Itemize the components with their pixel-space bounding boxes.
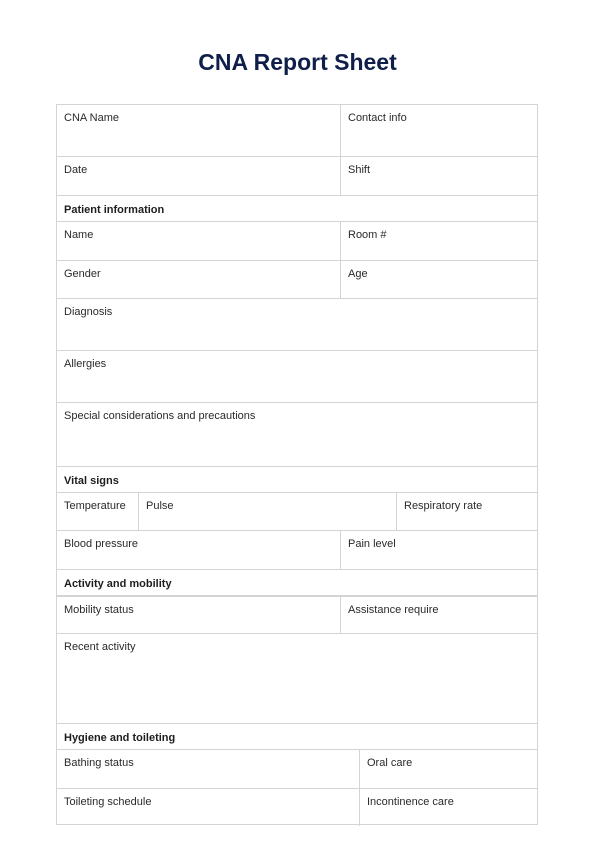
field-label: Assistance require [348,604,439,616]
pulse-field[interactable] [138,493,396,530]
page-title: CNA Report Sheet [198,49,397,75]
form-row [57,633,537,723]
field-label: Diagnosis [64,306,113,318]
field-label: Date [64,164,88,176]
field-label: Mobility status [64,604,134,616]
temperature-field[interactable] [57,493,138,530]
section-header-hygiene [57,723,537,749]
form-row [57,492,537,530]
field-label: Oral care [367,757,413,769]
field-label: Special considerations and precautions [64,410,256,422]
field-label: Incontinence care [367,796,454,808]
section-header-vitals [57,466,537,492]
diagnosis-field[interactable] [57,299,539,350]
gender-field[interactable] [57,261,340,298]
field-label: Age [348,268,368,280]
incontinence-care-field[interactable] [359,789,539,826]
bathing-status-field[interactable] [57,750,359,788]
form-row [57,105,537,156]
blood-pressure-field[interactable] [57,531,340,569]
age-field[interactable] [340,261,539,298]
form-row [57,530,537,569]
section-header-patient [57,195,537,221]
section-title: Vital signs [64,475,119,487]
form-row [57,788,537,826]
field-label: Bathing status [64,757,134,769]
field-label: Contact info [348,112,407,124]
room-number-field[interactable] [340,222,539,260]
form-row [57,298,537,350]
form-row [57,221,537,260]
section-title: Patient information [64,204,165,216]
field-label: Pain level [348,538,396,550]
field-label: Shift [348,164,371,176]
field-label: Name [64,229,94,241]
form-row [57,350,537,402]
respiratory-rate-field[interactable] [396,493,539,530]
field-label: Recent activity [64,641,136,653]
form-row [57,260,537,298]
section-title: Hygiene and toileting [64,732,176,744]
pain-level-field[interactable] [340,531,539,569]
field-label: Respiratory rate [404,500,483,512]
section-title: Activity and mobility [64,578,172,590]
field-label: Gender [64,268,101,280]
form-row [57,402,537,466]
field-label: Room # [348,229,387,241]
field-label: Pulse [146,500,174,512]
oral-care-field[interactable] [359,750,539,788]
field-label: Temperature [64,500,126,512]
special-considerations-field[interactable] [57,403,539,466]
allergies-field[interactable] [57,351,539,402]
contact-info-field[interactable] [340,105,539,156]
report-form [56,104,538,825]
shift-field[interactable] [340,157,539,195]
form-row [57,749,537,788]
mobility-status-field[interactable] [57,597,340,633]
recent-activity-field[interactable] [57,634,539,723]
date-field[interactable] [57,157,340,195]
cna-name-field[interactable] [57,105,340,156]
toileting-schedule-field[interactable] [57,789,359,826]
patient-name-field[interactable] [57,222,340,260]
field-label: Toileting schedule [64,796,152,808]
section-header-activity [57,569,537,595]
field-label: Blood pressure [64,538,138,550]
form-row [57,595,537,633]
assistance-required-field[interactable] [340,597,539,633]
form-row [57,156,537,195]
field-label: Allergies [64,358,107,370]
field-label: CNA Name [64,112,120,124]
